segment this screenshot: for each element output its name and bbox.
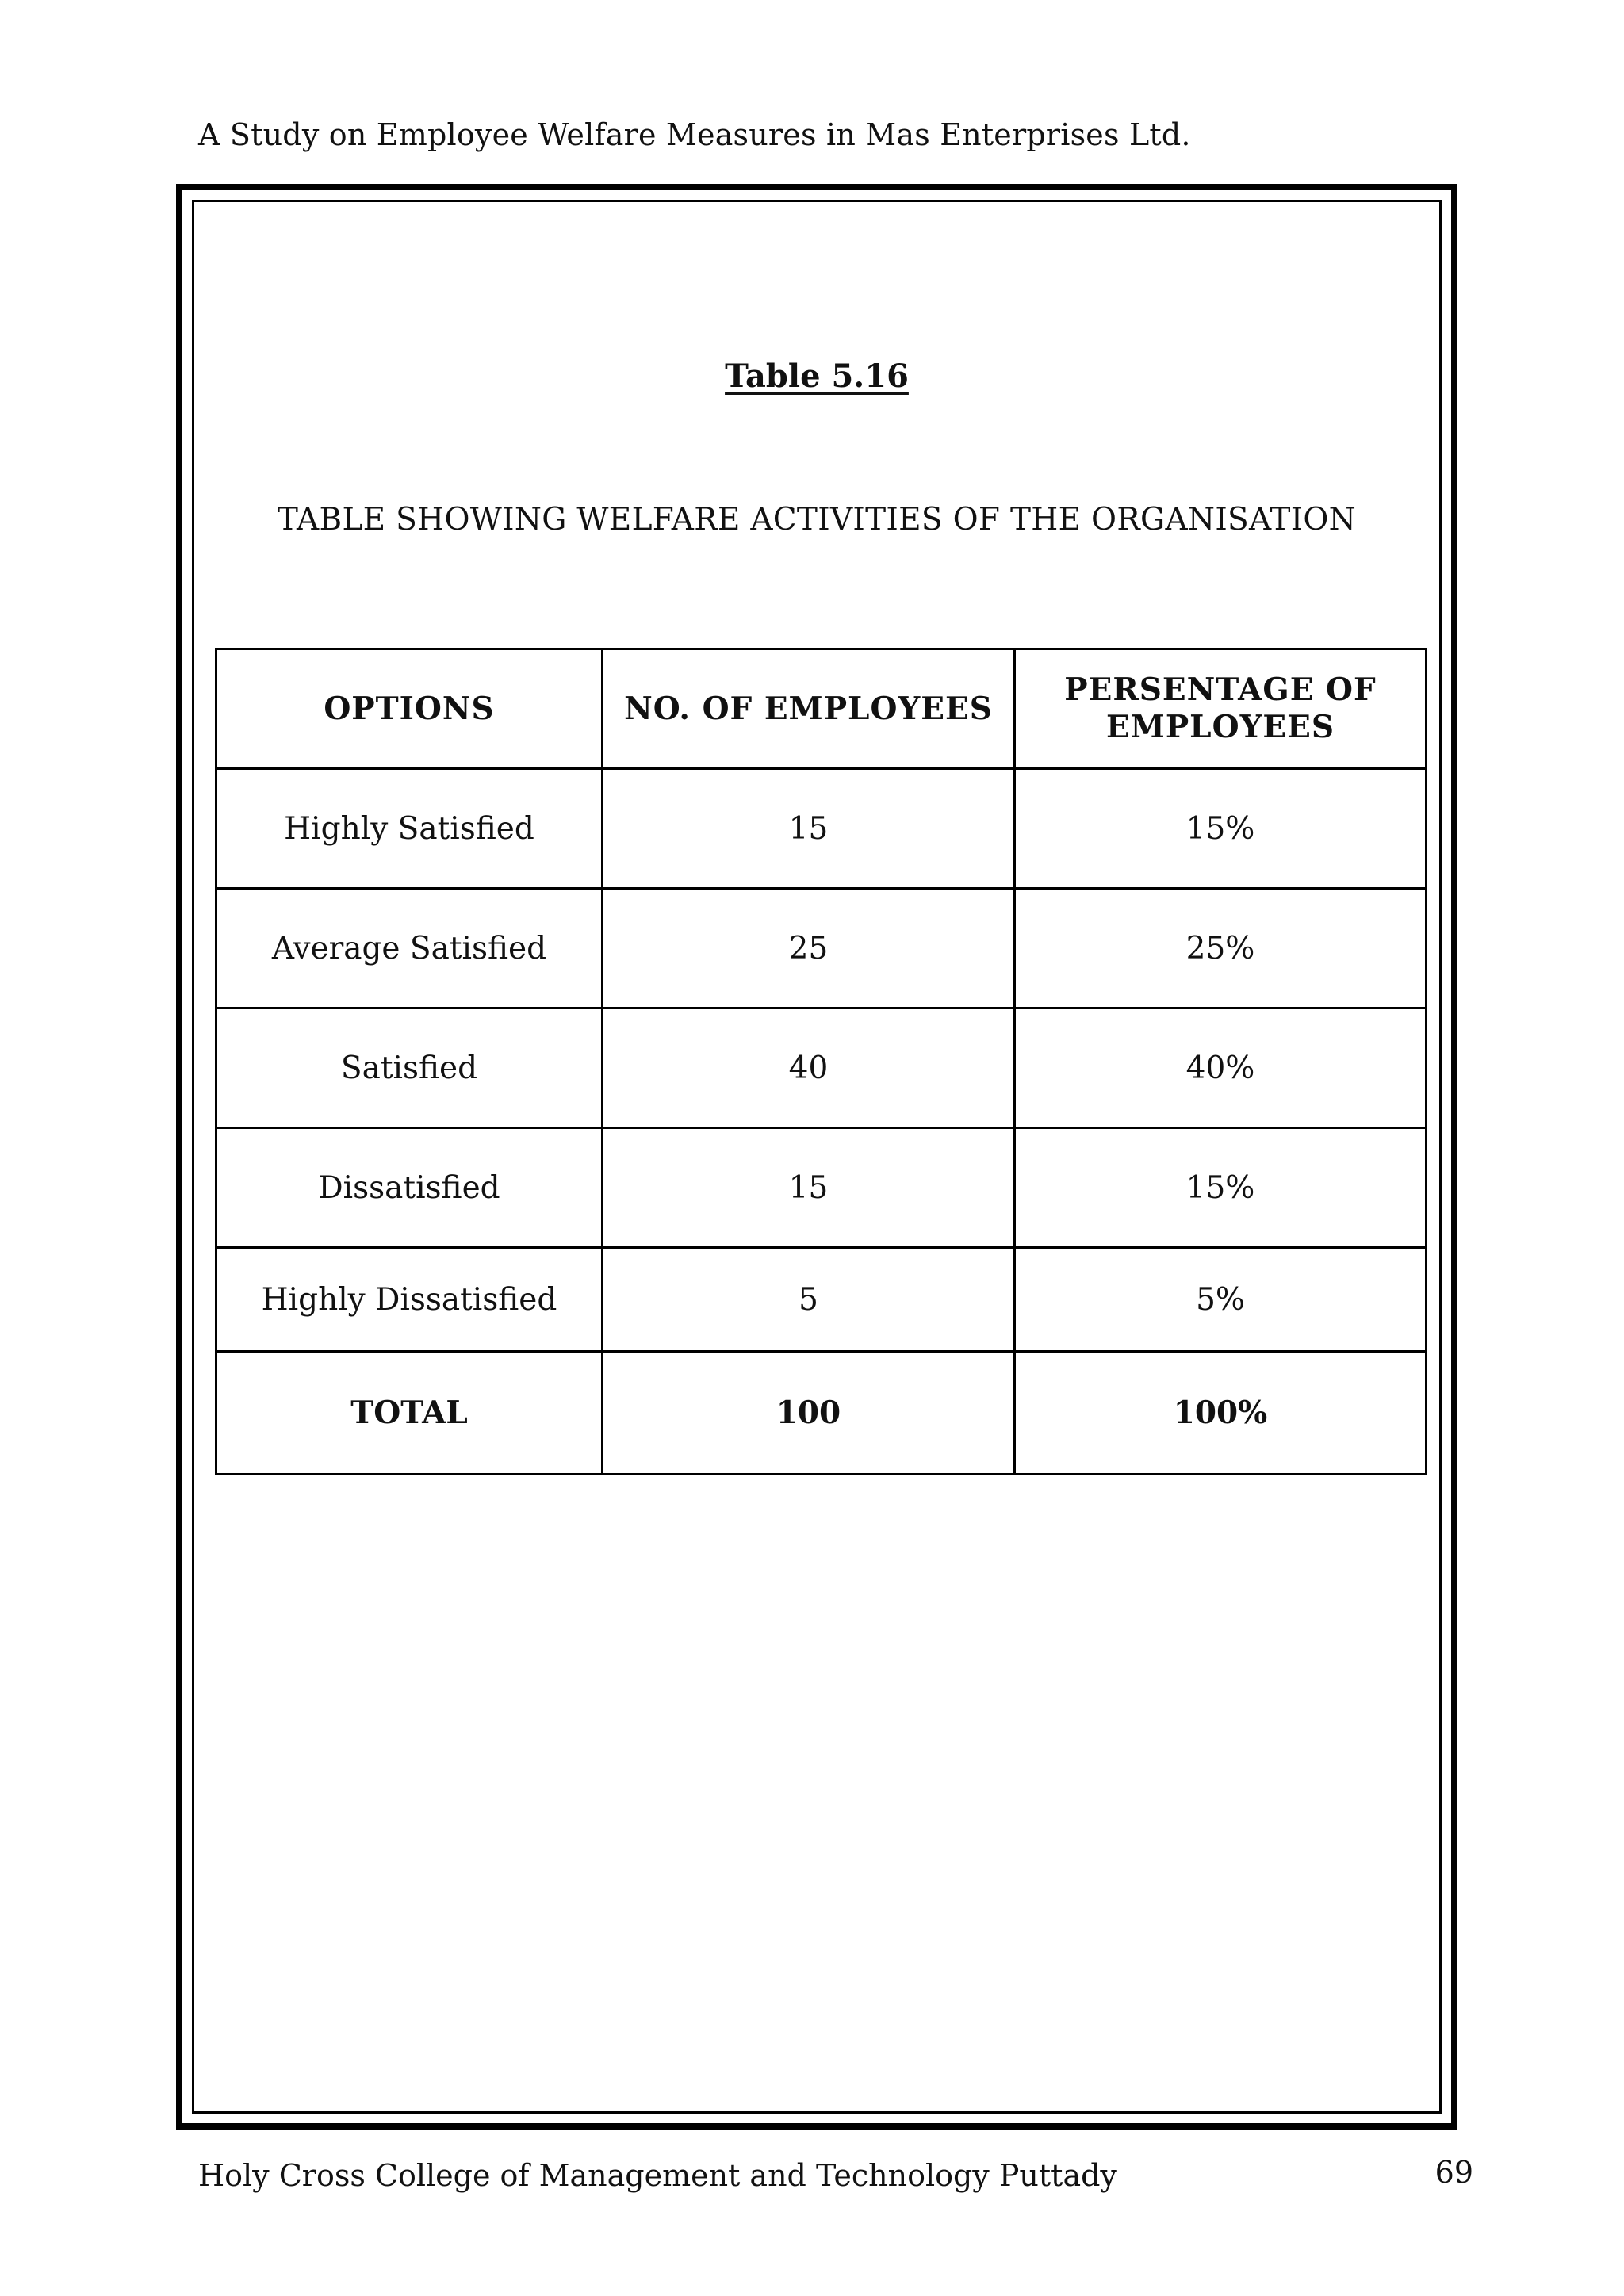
count-cell: 25 [603, 889, 1015, 1008]
table-number: Table 5.16 [725, 358, 909, 395]
page-frame-inner [192, 200, 1442, 2114]
percentage-cell: 15% [1015, 769, 1427, 889]
page-number: 69 [1434, 2155, 1473, 2190]
column-header-percentage: PERSENTAGE OF EMPLOYEES [1015, 649, 1427, 769]
running-footer: Holy Cross College of Management and Technology Puttady [198, 2158, 1117, 2193]
welfare-table [215, 648, 1427, 1475]
percentage-cell: 15% [1015, 1128, 1427, 1248]
table-row [216, 889, 1427, 1008]
table-row [216, 1128, 1427, 1248]
table-row [216, 1008, 1427, 1128]
option-cell: Satisfied [216, 1008, 603, 1128]
total-percentage-cell: 100% [1015, 1352, 1427, 1475]
percentage-cell: 40% [1015, 1008, 1427, 1128]
column-header-employees: NO. OF EMPLOYEES [603, 649, 1015, 769]
option-cell: Average Satisfied [216, 889, 603, 1008]
page-frame [176, 184, 1457, 2130]
count-cell: 15 [603, 1128, 1015, 1248]
table-row [216, 769, 1427, 889]
option-cell: Dissatisfied [216, 1128, 603, 1248]
count-cell: 15 [603, 769, 1015, 889]
table-total-row [216, 1352, 1427, 1475]
count-cell: 5 [603, 1248, 1015, 1352]
percentage-cell: 25% [1015, 889, 1427, 1008]
option-cell: Highly Dissatisfied [216, 1248, 603, 1352]
total-count-cell: 100 [603, 1352, 1015, 1475]
total-label-cell: TOTAL [216, 1352, 603, 1475]
running-header: A Study on Employee Welfare Measures in Mas Enterprises Ltd. [198, 117, 1191, 152]
percentage-cell: 5% [1015, 1248, 1427, 1352]
option-cell: Highly Satisfied [216, 769, 603, 889]
column-header-options: OPTIONS [216, 649, 603, 769]
table-row [216, 1248, 1427, 1352]
table-caption: TABLE SHOWING WELFARE ACTIVITIES OF THE ORGANISATION [277, 502, 1357, 538]
table-header-row [216, 649, 1427, 769]
count-cell: 40 [603, 1008, 1015, 1128]
